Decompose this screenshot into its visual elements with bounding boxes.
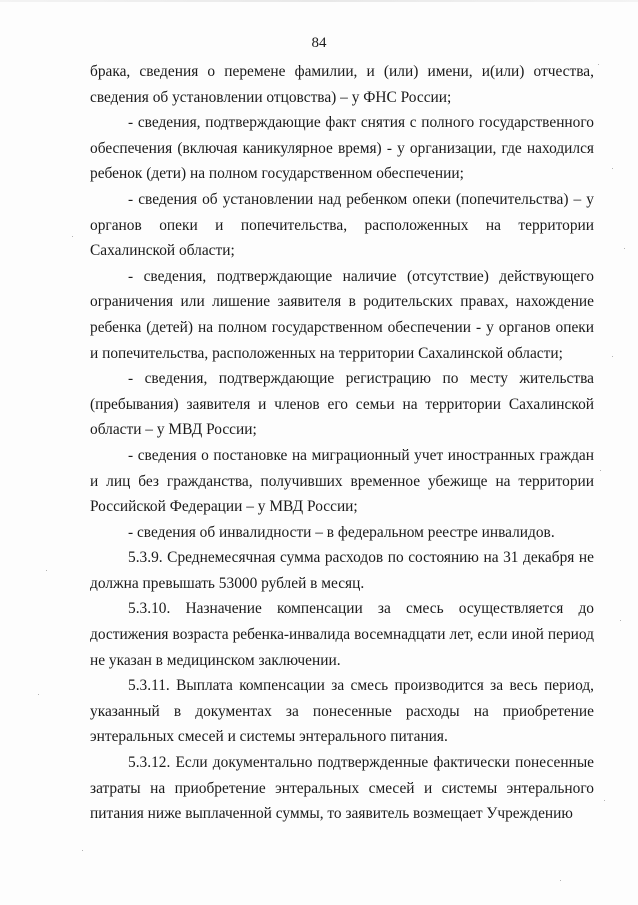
scan-speck — [612, 356, 613, 357]
document-body — [90, 59, 594, 827]
paragraph-registration: - сведения, подтверждающие регистрацию по месту жительства (пребывания) заявителя и членов его семьи на территории Сахалинской области – у МВД России; — [90, 370, 594, 439]
paragraph-disability: - сведения об инвалидности – в федеральном реестре инвалидов. — [128, 523, 555, 541]
paragraph-custody-removal: - сведения, подтверждающие факт снятия с полного государственного обеспечения (включая каникулярное время) - у организации, где находился ребенок (дети) на полном государственном обеспечении; — [90, 114, 594, 183]
scan-edge — [0, 0, 638, 2]
paragraph-guardianship: - сведения об установлении над ребенком опеки (попечительства) – у органов опеки и попечительства, расположенных на территории Сахалинской области; — [90, 190, 594, 260]
scan-speck — [612, 168, 613, 169]
paragraph-5-3-11: 5.3.11. Выплата компенсации за смесь производится за весь период, указанный в документах за понесенные расходы на приобретение энтеральных смесей и системы энтерального питания. — [90, 677, 594, 746]
paragraph-5-3-9: 5.3.9. Среднемесячная сумма расходов по состоянию на 31 декабря не должна превышать 53000 рублей в месяц. — [90, 549, 594, 592]
scan-speck — [598, 64, 599, 65]
paragraph-parental-rights: - сведения, подтверждающие наличие (отсутствие) действующего ограничения или лишение заявителя в родительских правах, нахождение ребенка (детей) на полном государственном обеспечении - у органов опеки и попечительства, расположенных на территории Сахалинской области; — [90, 267, 594, 362]
scan-speck — [620, 620, 621, 621]
scan-speck — [82, 850, 83, 851]
scan-speck — [624, 248, 625, 249]
paragraph-5-3-12: 5.3.12. Если документально подтвержденные фактически понесенные затраты на приобретение энтеральных смесей и системы энтерального питания ниже выплаченной суммы, то заявитель возмещает Учреждению — [90, 754, 594, 823]
paragraph-migration: - сведения о постановке на миграционный учет иностранных граждан и лиц без гражданства, получивших временное убежище на территории Российской Федерации – у МВД России; — [90, 446, 594, 516]
scan-speck — [560, 880, 561, 881]
scan-speck — [600, 470, 601, 471]
scan-speck — [604, 800, 605, 801]
paragraph-continuation: брака, сведения о перемене фамилии, и (или) имени, и(или) отчества, сведения об установлении отцовства) – у ФНС России; — [90, 63, 594, 106]
paragraph-5-3-10: 5.3.10. Назначение компенсации за смесь осуществляется до достижения возраста ребенка-инвалида восемнадцати лет, если иной период не указан в медицинском заключении. — [90, 600, 594, 669]
scan-speck — [46, 570, 47, 571]
scan-speck — [72, 236, 73, 237]
scan-speck — [38, 694, 39, 695]
page-number: 84 — [311, 35, 327, 51]
